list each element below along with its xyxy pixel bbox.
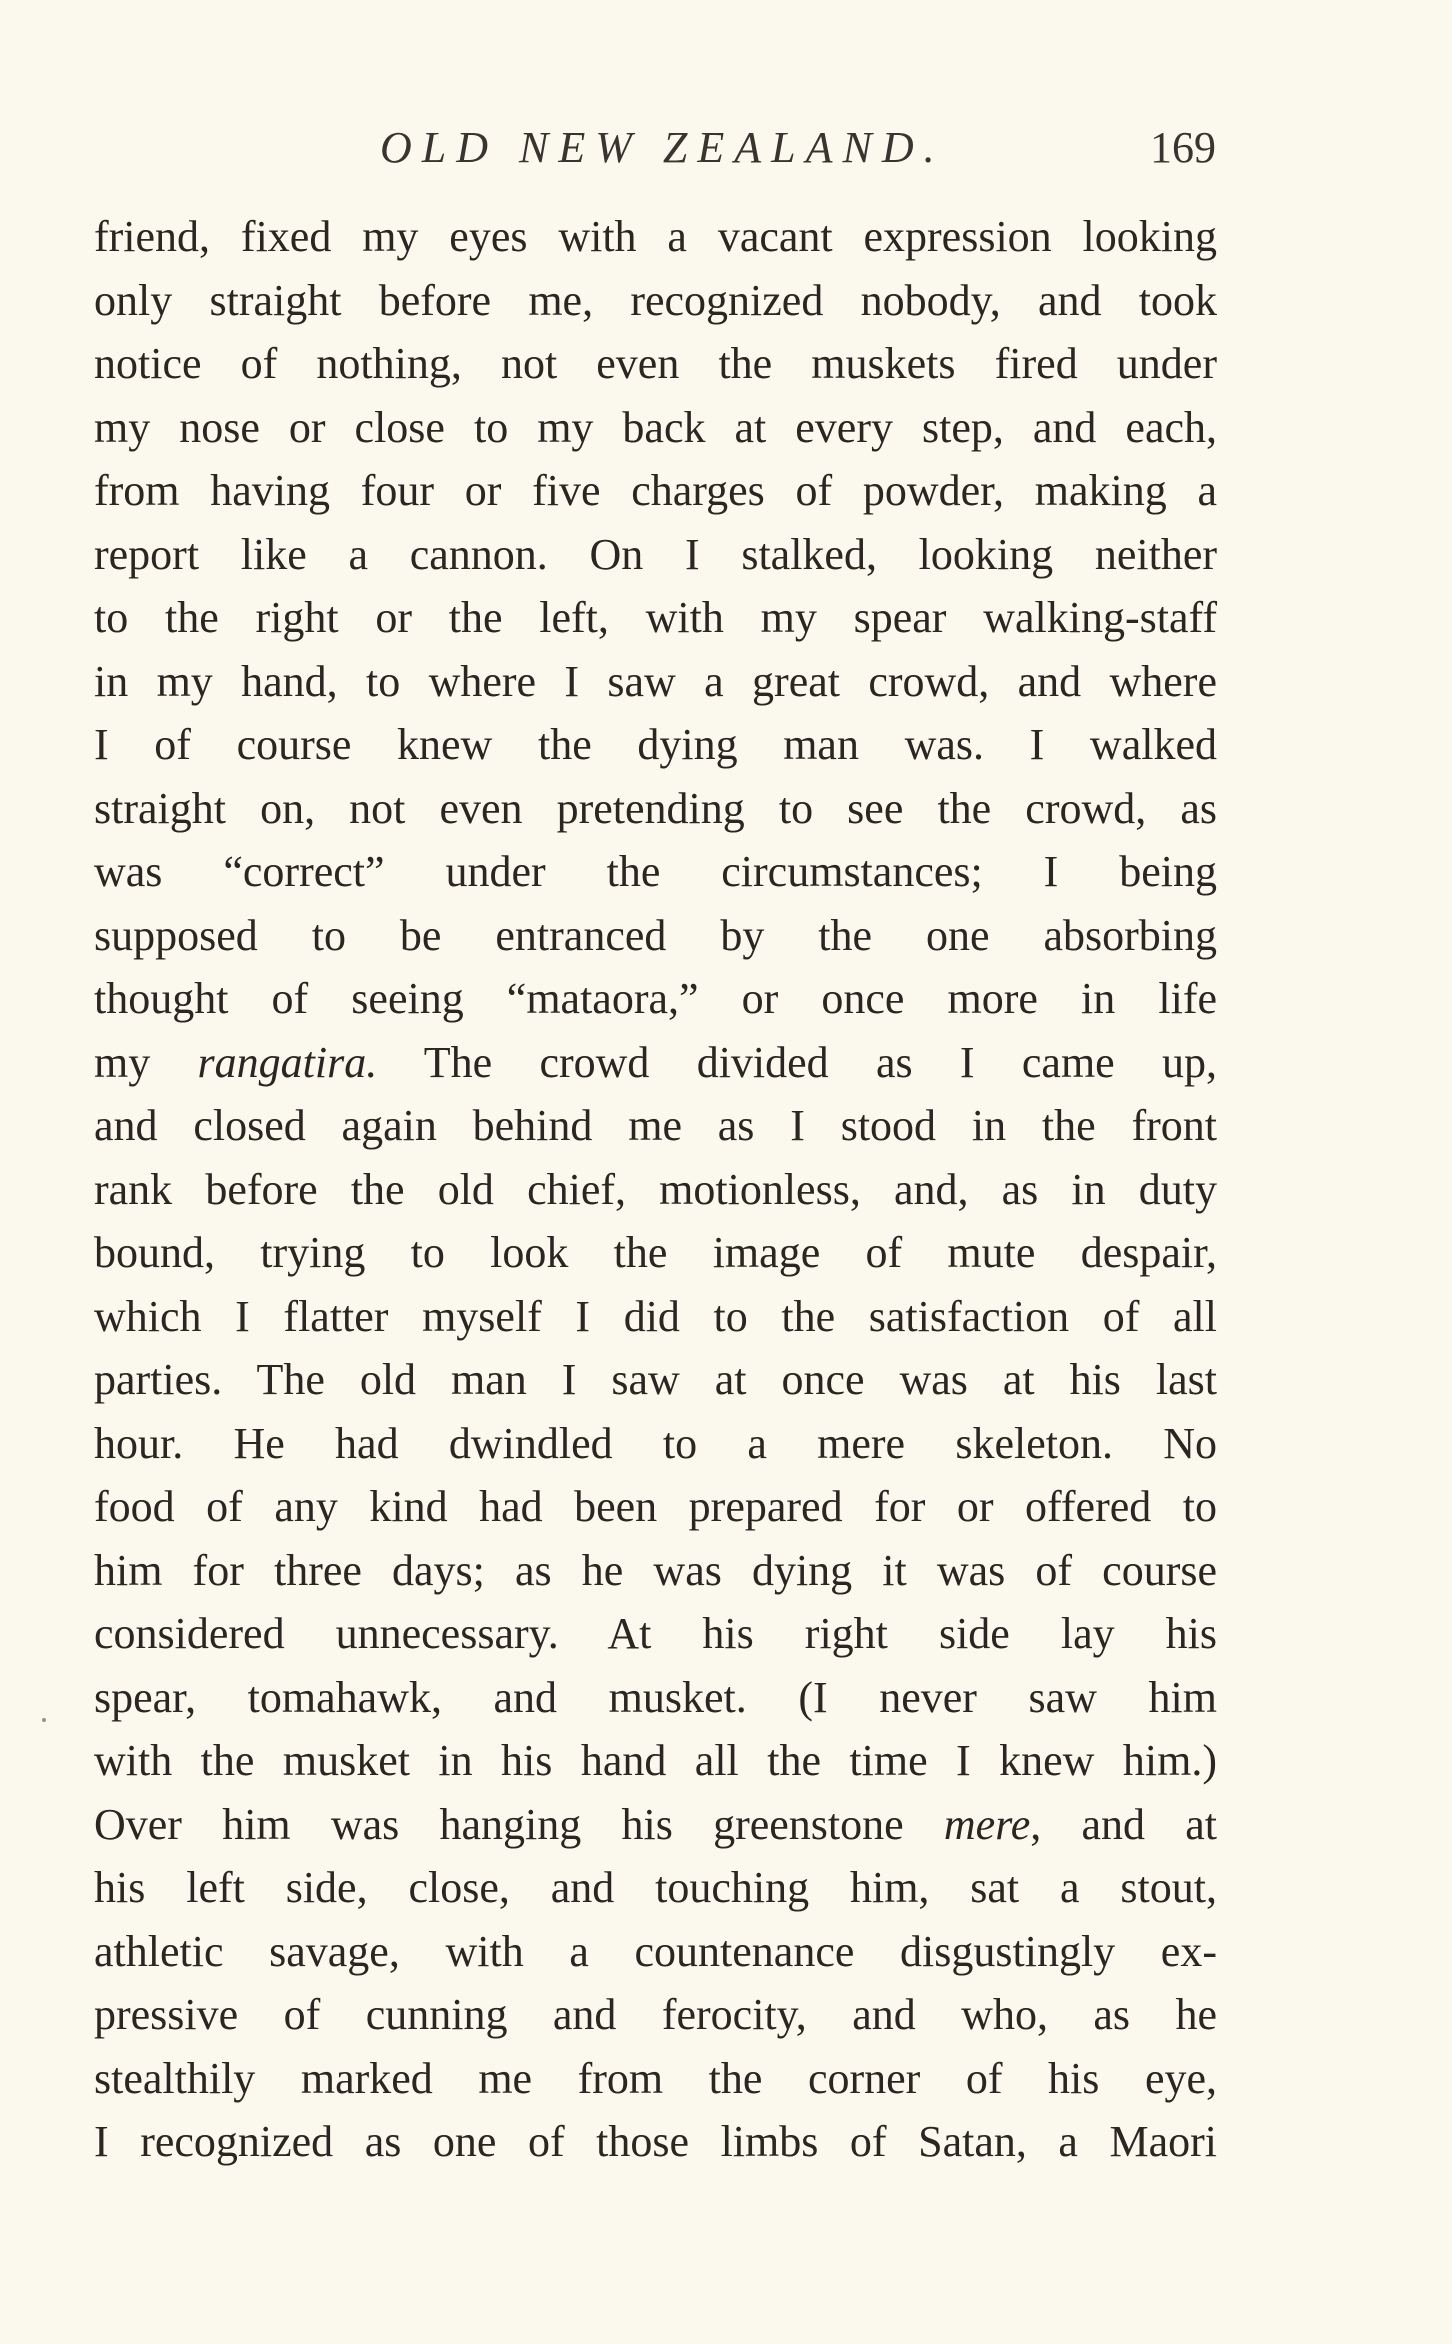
- text-segment: The crowd divided as I came up,: [377, 1037, 1217, 1087]
- text-line: [94, 1031, 1217, 1095]
- text-line: from having four or five charges of powder, making a: [94, 466, 1217, 515]
- text-segment: my: [94, 1037, 198, 1087]
- text-line: which I flatter myself I did to the satisfaction of all: [94, 1291, 1217, 1341]
- text-line: [94, 1793, 1217, 1857]
- text-segment: , and at: [1030, 1799, 1217, 1849]
- text-line: to the right or the left, with my spear walking-staff: [94, 593, 1217, 642]
- text-line: notice of nothing, not even the muskets fired under: [94, 339, 1217, 388]
- text-line: considered unnecessary. At his right side lay his: [94, 1609, 1217, 1658]
- text-line: report like a cannon. On I stalked, looking neither: [94, 529, 1217, 579]
- text-line: in my hand, to where I saw a great crowd, and where: [94, 656, 1217, 706]
- text-line: with the musket in his hand all the time I knew him.): [94, 1736, 1217, 1785]
- text-line: my nose or close to my back at every step, and each,: [94, 402, 1217, 452]
- text-line: was “correct” under the circumstances; I being: [94, 847, 1217, 896]
- text-line: bound, trying to look the image of mute despair,: [94, 1228, 1217, 1277]
- text-line: hour. He had dwindled to a mere skeleton. No: [94, 1418, 1217, 1468]
- page-number: 169: [1150, 123, 1216, 172]
- text-line: rank before the old chief, motionless, and, as in duty: [94, 1164, 1217, 1214]
- text-line: supposed to be entranced by the one absorbing: [94, 910, 1217, 960]
- text-line: friend, fixed my eyes with a vacant expression looking: [94, 212, 1217, 261]
- text-line: parties. The old man I saw at once was at his last: [94, 1355, 1217, 1404]
- text-line: pressive of cunning and ferocity, and who, as he: [94, 1990, 1217, 2039]
- text-line: stealthily marked me from the corner of his eye,: [94, 2053, 1217, 2103]
- text-line: food of any kind had been prepared for or offered to: [94, 1482, 1217, 1531]
- body-text: [94, 205, 1217, 2174]
- text-line: him for three days; as he was dying it was of course: [94, 1545, 1217, 1595]
- margin-mark: [42, 1718, 46, 1722]
- text-line: I of course knew the dying man was. I walked: [94, 720, 1217, 769]
- text-line: and closed again behind me as I stood in the front: [94, 1101, 1217, 1150]
- text-line: athletic savage, with a countenance disgustingly ex-: [94, 1926, 1217, 1976]
- text-line: only straight before me, recognized nobody, and took: [94, 275, 1217, 325]
- running-head-title: OLD NEW ZEALAND.: [380, 123, 945, 172]
- text-segment: Over him was hanging his greenstone: [94, 1799, 944, 1849]
- text-line: thought of seeing “mataora,” or once more in life: [94, 974, 1217, 1023]
- text-line: his left side, close, and touching him, sat a stout,: [94, 1863, 1217, 1912]
- text-line: spear, tomahawk, and musket. (I never saw him: [94, 1672, 1217, 1722]
- italic-word: rangatira.: [197, 1037, 378, 1087]
- italic-word: mere: [943, 1799, 1031, 1849]
- text-line: I recognized as one of those limbs of Satan, a Maori: [94, 2117, 1217, 2166]
- text-line: straight on, not even pretending to see the crowd, as: [94, 783, 1217, 833]
